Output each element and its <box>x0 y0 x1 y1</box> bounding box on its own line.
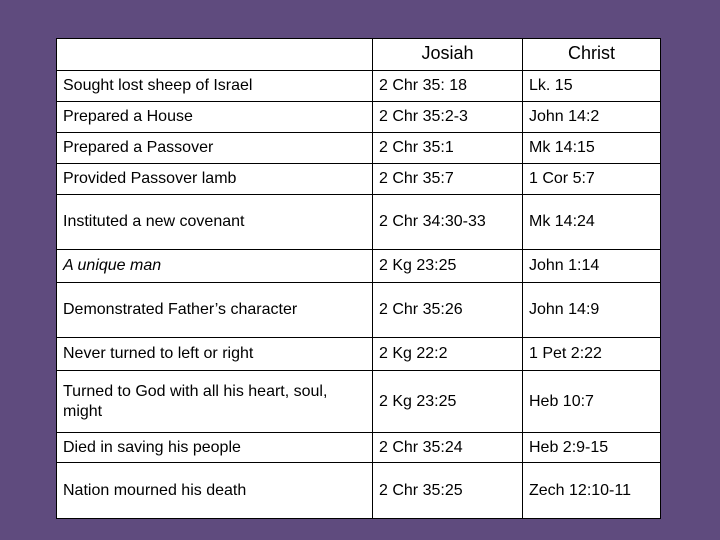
table-row <box>57 102 661 133</box>
josiah-ref: 2 Kg 23:25 <box>373 371 523 433</box>
table-row <box>57 164 661 195</box>
josiah-ref: 2 Kg 23:25 <box>373 250 523 283</box>
josiah-ref: 2 Chr 35:7 <box>373 164 523 195</box>
josiah-ref: 2 Chr 35: 18 <box>373 71 523 102</box>
table-row <box>57 133 661 164</box>
christ-ref: Heb 10:7 <box>523 371 661 433</box>
table-row <box>57 463 661 519</box>
row-label: Nation mourned his death <box>57 463 373 519</box>
christ-ref: Mk 14:15 <box>523 133 661 164</box>
josiah-ref: 2 Chr 35:24 <box>373 433 523 463</box>
row-label: Demonstrated Father’s character <box>57 283 373 338</box>
christ-ref: John 1:14 <box>523 250 661 283</box>
table-row <box>57 371 661 433</box>
table-row <box>57 71 661 102</box>
christ-ref: 1 Cor 5:7 <box>523 164 661 195</box>
row-label: Died in saving his people <box>57 433 373 463</box>
row-label: Instituted a new covenant <box>57 195 373 250</box>
josiah-ref: 2 Kg 22:2 <box>373 338 523 371</box>
table-row <box>57 283 661 338</box>
row-label: Turned to God with all his heart, soul, might <box>57 371 373 433</box>
table-row <box>57 250 661 283</box>
header-josiah: Josiah <box>373 39 523 71</box>
table-row <box>57 195 661 250</box>
josiah-ref: 2 Chr 35:2-3 <box>373 102 523 133</box>
christ-ref: Lk. 15 <box>523 71 661 102</box>
table-row <box>57 433 661 463</box>
christ-ref: Mk 14:24 <box>523 195 661 250</box>
christ-ref: Heb 2:9-15 <box>523 433 661 463</box>
row-label: Never turned to left or right <box>57 338 373 371</box>
christ-ref: John 14:9 <box>523 283 661 338</box>
header-christ: Christ <box>523 39 661 71</box>
josiah-ref: 2 Chr 34:30-33 <box>373 195 523 250</box>
josiah-ref: 2 Chr 35:1 <box>373 133 523 164</box>
christ-ref: 1 Pet 2:22 <box>523 338 661 371</box>
row-label: Provided Passover lamb <box>57 164 373 195</box>
row-label: Prepared a House <box>57 102 373 133</box>
header-row <box>57 39 661 71</box>
row-label: Sought lost sheep of Israel <box>57 71 373 102</box>
header-blank <box>57 39 373 71</box>
christ-ref: Zech 12:10-11 <box>523 463 661 519</box>
comparison-table <box>56 38 661 519</box>
table-row <box>57 338 661 371</box>
christ-ref: John 14:2 <box>523 102 661 133</box>
row-label: A unique man <box>57 250 373 283</box>
row-label: Prepared a Passover <box>57 133 373 164</box>
josiah-ref: 2 Chr 35:25 <box>373 463 523 519</box>
josiah-ref: 2 Chr 35:26 <box>373 283 523 338</box>
